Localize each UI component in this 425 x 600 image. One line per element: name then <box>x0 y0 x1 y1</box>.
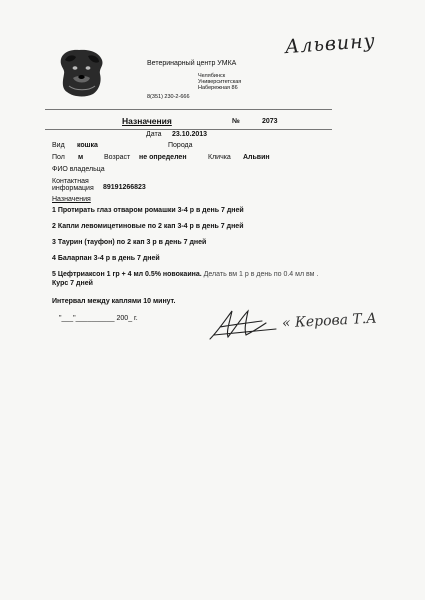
doctor-signature-name: « Керова Т.А <box>281 310 378 332</box>
title-divider <box>45 129 332 130</box>
document-date: 23.10.2013 <box>172 131 208 138</box>
species-label: Вид <box>52 142 65 149</box>
handwritten-patient-name: Альвину <box>284 29 377 59</box>
pet-name-label: Кличка <box>208 154 231 161</box>
clinic-street: Университетская <box>198 79 242 85</box>
prescriptions-heading: Назначения <box>52 196 91 203</box>
species-value: кошка <box>77 142 98 149</box>
clinic-embankment: Набережная 86 <box>198 85 238 91</box>
number-label: № <box>232 118 240 125</box>
signature-date-template: "___"__________ 200_ г. <box>59 315 138 322</box>
prescription-item-5-course: Курс 7 дней <box>52 280 93 287</box>
prescription-item-5-drug: 5 Цефтриаксон 1 гр + 4 мл 0.5% новокаина. <box>52 271 202 278</box>
date-label: Дата <box>146 131 162 138</box>
owner-label: ФИО владельца <box>52 166 105 173</box>
contact-label-line2: информация <box>52 185 94 192</box>
age-label: Возраст <box>104 154 131 161</box>
doctor-signature-mark <box>206 305 281 345</box>
prescription-item-5-dosing: Делать вм 1 р в день по 0.4 мл вм . <box>201 271 319 278</box>
prescription-item-1: 1 Протирать глаз отваром ромашки 3-4 р в день 7 дней <box>52 207 244 214</box>
breed-label: Порода <box>168 142 193 149</box>
prescription-item-5 <box>52 271 318 278</box>
prescription-item-4: 4 Баларпан 3-4 р в день 7 дней <box>52 255 160 262</box>
document-title: Назначения <box>122 116 172 126</box>
pet-name-value: Альвин <box>243 154 270 161</box>
clinic-phone: 8(351) 230-2-666 <box>147 94 190 100</box>
contact-label-line1: Контактная <box>52 178 89 185</box>
prescription-item-3: 3 Таурин (тауфон) по 2 кап 3 р в день 7 дней <box>52 239 207 246</box>
document-number: 2073 <box>262 118 278 125</box>
sex-label: Пол <box>52 154 65 161</box>
clinic-logo <box>55 46 107 98</box>
clinic-city: Челябинск <box>198 73 226 79</box>
clinic-name: Ветеринарный центр УМКА <box>147 60 237 67</box>
header-divider <box>45 109 332 110</box>
sex-value: м <box>78 154 84 161</box>
contact-value: 89191266823 <box>103 184 146 191</box>
drops-interval-note: Интервал между каплями 10 минут. <box>52 298 176 305</box>
prescription-item-2: 2 Капли левомицетиновые по 2 кап 3-4 р в день 7 дней <box>52 223 244 230</box>
age-value: не определен <box>139 154 187 161</box>
